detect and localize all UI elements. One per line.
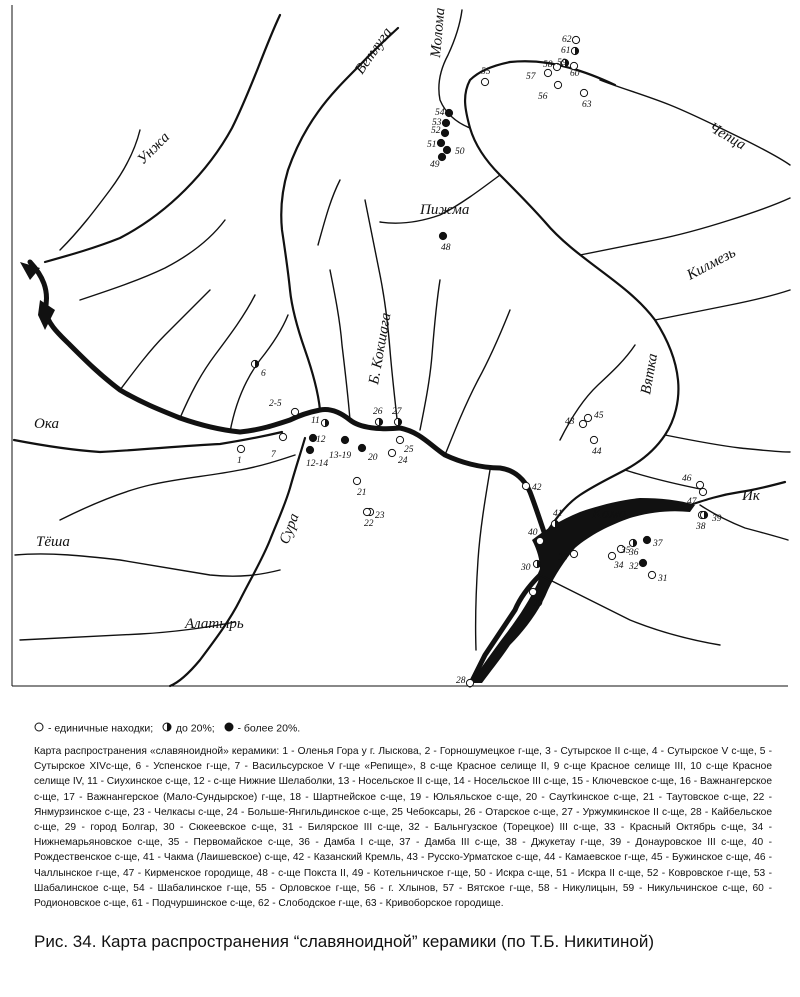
tributary-11 [665,435,790,452]
site-symbol-open [696,481,703,488]
site-number-label: 24 [398,456,408,466]
vyatka-river [465,61,678,535]
site-symbol-full [643,536,650,543]
site-marker-55 [481,67,491,86]
site-marker-59 [557,58,569,68]
site-number-label: 20 [368,453,378,463]
site-number-label: 33 [558,553,568,563]
tributary-7 [330,270,350,420]
site-marker-62 [562,35,580,45]
site-number-label: 13-19 [329,451,352,461]
tributary-2 [80,220,225,300]
label-cheptsa: Чепца [706,119,749,154]
site-marker-48 [439,232,450,253]
site-symbol-open [584,414,591,421]
site-symbol-full [306,446,313,453]
site-number-label: 29 [533,599,543,609]
site-number-label: 2-5 [269,399,282,409]
legend-full-icon [224,722,234,735]
site-marker-53 [432,118,450,128]
site-number-label: 46 [682,474,692,484]
site-marker-57 [526,69,552,82]
site-number-label: 36 [629,548,639,558]
site-symbol-full [358,444,365,451]
site-number-label: 55 [481,67,491,77]
site-number-label: 26 [373,407,383,417]
site-key-text: Карта распространения «славяноидной» керамики: 1 - Оленья Гора у г. Лыскова, 2 - Горношумецкое г-ще, 3 - Сутырское II с-ще, 4 - Сутырское V с-ще, 5 - Сутырское XIVс-ще, 6 - Успенское г-ще, 7 - Васильсурское V г-ще «Репище», 8 с-ще Красное селище II, 9 с-ще Красное селище III, 10 с-ще Красное селище IV, 11 - Сиухинское с-ще, 12 - с-ще Нижние Шелаболки, 13 - Носельское II с-ще, 14 - Носельское III с-ще, 15 - Ключевское с-ще, 16 - Важнангерское с-ще, 17 - Важнангерское (Мало-Сундырское) г-ще, 18 - Шартнейское с-ще, 19 - Юльяльское с-ще, 20 - Саутkинское с-ще, 21 - Таутовское с-ще, 22 - Янмурзинское с-ще, 23 - Челкасы с-ще, 24 - Больше-Янгильдинское с-ще, 25 Чебоксары, 26 - Отарское с-ще, 27 - Уржумкинское II с-ще, 28 - Кайбельское с-ще, 29 - город Болгар, 30 - Сюкеевское с-ще, 31 - Билярское III с-ще, 32 - Бальнгузское (Торецкое) III с-ще, 33 - Красный Октябрь с-ще, 34 - Нижнемарьяновское с-ще, 35 - Первомайское с-ще, 36 - Дамба I с-ще, 37 - Дамба III с-ще, 38 - Джукетау г-ще, 39 - Донауровское III с-ще, 40 - Рождественское с-ще, 41 - Чакма (Лаишевское) с-ще, 42 - Казанский Кремль, 43 - Русско-Урматское с-ще, 44 - Камаевское г-ще, 45 - Бужинское с-ще, 46 - Чаллынское г-ще, 47 - Кирменское городище, 48 - с-ще Покста II, 49 - Котельничское г-ще, 50 - Искра с-ще, 51 - Искра II с-ще, 52 - Ковровское г-ще, 53 - Шабалинское с-ще, 54 - Шабалинское г-ще, 55 - Орловское г-ще, 56 - г. Хлынов, 57 - Вятское г-ще, 58 - Никулицын, 59 - Никульчинское с-ще, 60 - Родионовское с-ще, 61 - Подчуршинское с-ще, 62 - Слободское г-ще, 63 - Кривоборское городище. [34,746,772,910]
label-unzha: Унжа [134,129,173,168]
site-marker-13-19 [329,436,351,461]
site-symbol-open [699,488,706,495]
label-vyatka: Вятка [638,352,662,396]
site-marker-51 [427,139,445,150]
site-number-label: 61 [561,46,571,56]
site-symbol-full [442,119,449,126]
label-vetluga: Ветлуга [352,24,396,78]
site-number-label: 12-14 [306,459,329,469]
site-marker-12 [309,434,325,445]
site-symbol-open [579,420,586,427]
legend-half-icon [162,722,172,735]
site-number-label: 44 [592,447,602,457]
tributary-14 [540,575,720,645]
site-number-label: 43 [565,417,575,427]
site-symbol-open [554,81,561,88]
site-symbol-open [279,433,286,440]
site-number-label: 57 [526,72,536,82]
site-number-label: 54 [435,108,445,118]
site-symbol-open [363,508,370,515]
site-marker-25 [396,436,413,455]
site-number-label: 22 [364,519,374,529]
site-marker-2-5 [269,399,299,416]
site-symbol-open [353,477,360,484]
label-sura: Сура [276,511,303,547]
tributary-8 [420,280,440,430]
tributary-6 [318,180,340,245]
label-oka: Ока [34,416,59,432]
site-symbol-open [396,436,403,443]
site-symbol-open [536,537,543,544]
cheptsa-river [600,80,790,165]
site-number-label: 48 [441,243,451,253]
tributary-5 [230,315,288,432]
site-marker-1 [237,445,245,466]
tributary-4 [180,295,255,418]
site-marker-37 [643,536,663,549]
tributary-9 [445,310,510,455]
label-pizhma: Пижма [420,202,470,218]
legend [34,722,774,735]
site-marker-26 [373,407,383,426]
site-number-label: 11 [311,416,320,426]
site-number-label: 27 [392,407,402,417]
site-marker-43 [565,417,587,428]
site-number-label: 12 [316,435,326,445]
sura-river [170,438,305,686]
site-symbol-full [439,232,446,239]
site-number-label: 7 [271,450,276,460]
site-marker-44 [590,436,601,457]
site-marker-32 [628,559,647,572]
site-number-label: 35 [621,546,631,556]
pyana-river [60,455,295,520]
label-ik: Ик [742,488,760,504]
volga-river [30,262,546,685]
tributary-12 [625,470,705,490]
site-marker-20 [358,444,377,463]
site-number-label: 34 [614,561,624,571]
site-number-label: 53 [432,118,442,128]
site-number-label: 52 [431,126,441,136]
site-symbol-open [590,436,597,443]
label-alatyr: Алатырь [185,616,244,632]
site-number-label: 25 [404,445,414,455]
label-tesha: Тёша [36,534,70,550]
label-kilmez: Килмезь [684,244,739,284]
site-marker-45 [584,411,603,422]
site-number-label: 37 [653,539,663,549]
site-marker-54 [435,108,453,118]
site-number-label: 63 [582,100,592,110]
site-number-label: 47 [687,497,697,507]
site-number-label: 62 [562,35,572,45]
site-symbol-open [580,89,587,96]
site-symbol-open [529,588,536,595]
site-marker-61 [561,46,579,56]
site-symbol-full [341,436,348,443]
site-marker-49 [430,153,446,170]
legend-open-label: - единичные находки; [48,722,154,735]
site-number-label: 32 [629,562,639,572]
label-kama: Кама [592,506,627,522]
site-symbol-open [570,550,577,557]
site-symbol-full [443,146,450,153]
tributary-3 [120,290,210,390]
site-number-label: 60 [570,69,580,79]
site-marker-12-14 [306,446,328,469]
tributary-1 [60,130,140,250]
label-b-kokshaga: Б. Кокшага [366,311,395,386]
legend-half-label: до 20%; [175,722,215,735]
site-symbol-open [544,69,551,76]
site-number-label: 6 [261,369,266,379]
kama-reservoir [470,498,695,683]
site-marker-7 [271,433,287,460]
site-symbol-full [441,129,448,136]
site-symbol-full [639,559,646,566]
site-number-label: 40 [528,528,538,538]
site-symbol-open [608,552,615,559]
site-number-label: 42 [532,483,542,493]
site-number-label: 49 [430,160,440,170]
site-number-label: 23 [375,511,385,521]
site-marker-50 [443,146,464,157]
site-marker-31 [648,571,667,584]
site-marker-27 [392,407,403,426]
site-number-label: 28 [456,676,466,686]
site-marker-60 [570,62,580,79]
site-marker-47 [687,488,707,507]
legend-full-label: - более 20%. [237,722,301,735]
site-symbol-open [237,445,244,452]
site-marker-56 [538,81,562,102]
tesha-river [15,554,280,576]
site-marker-63 [580,89,591,110]
site-symbol-open [388,449,395,456]
site-number-label: 45 [594,411,604,421]
site-symbol-open [572,36,579,43]
site-number-label: 51 [427,140,437,150]
site-marker-42 [522,482,541,493]
label-moloma: Молома [428,7,449,59]
site-number-label: 39 [712,514,722,524]
site-marker-33 [557,550,578,563]
site-marker-21 [353,477,366,498]
legend-open-icon [34,722,44,735]
site-symbol-open [466,679,473,686]
site-number-label: 56 [538,92,548,102]
kilmez-river [580,198,790,255]
site-marker-30 [520,560,541,573]
site-symbol-open [291,408,298,415]
site-number-label: 30 [521,563,531,573]
site-symbol-open [648,571,655,578]
site-marker-11 [311,416,329,427]
site-number-label: 50 [455,147,465,157]
site-number-label: 21 [357,488,367,498]
site-number-label: 31 [658,574,668,584]
figure-caption: Рис. 34. Карта распространения “славяноидной” керамики (по Т.Б. Никитиной) [34,932,654,951]
site-number-label: 1 [237,456,242,466]
site-symbol-open [481,78,488,85]
site-symbol-open [522,482,529,489]
site-number-label: 59 [557,58,567,68]
tributary-15 [476,470,490,650]
site-symbol-full [437,139,444,146]
site-symbol-full [445,109,452,116]
site-number-label: 41 [553,509,563,519]
site-marker-36 [628,539,639,558]
site-number-label: 38 [696,522,706,532]
tributary-10 [655,290,790,320]
site-number-label: 58 [543,60,553,70]
